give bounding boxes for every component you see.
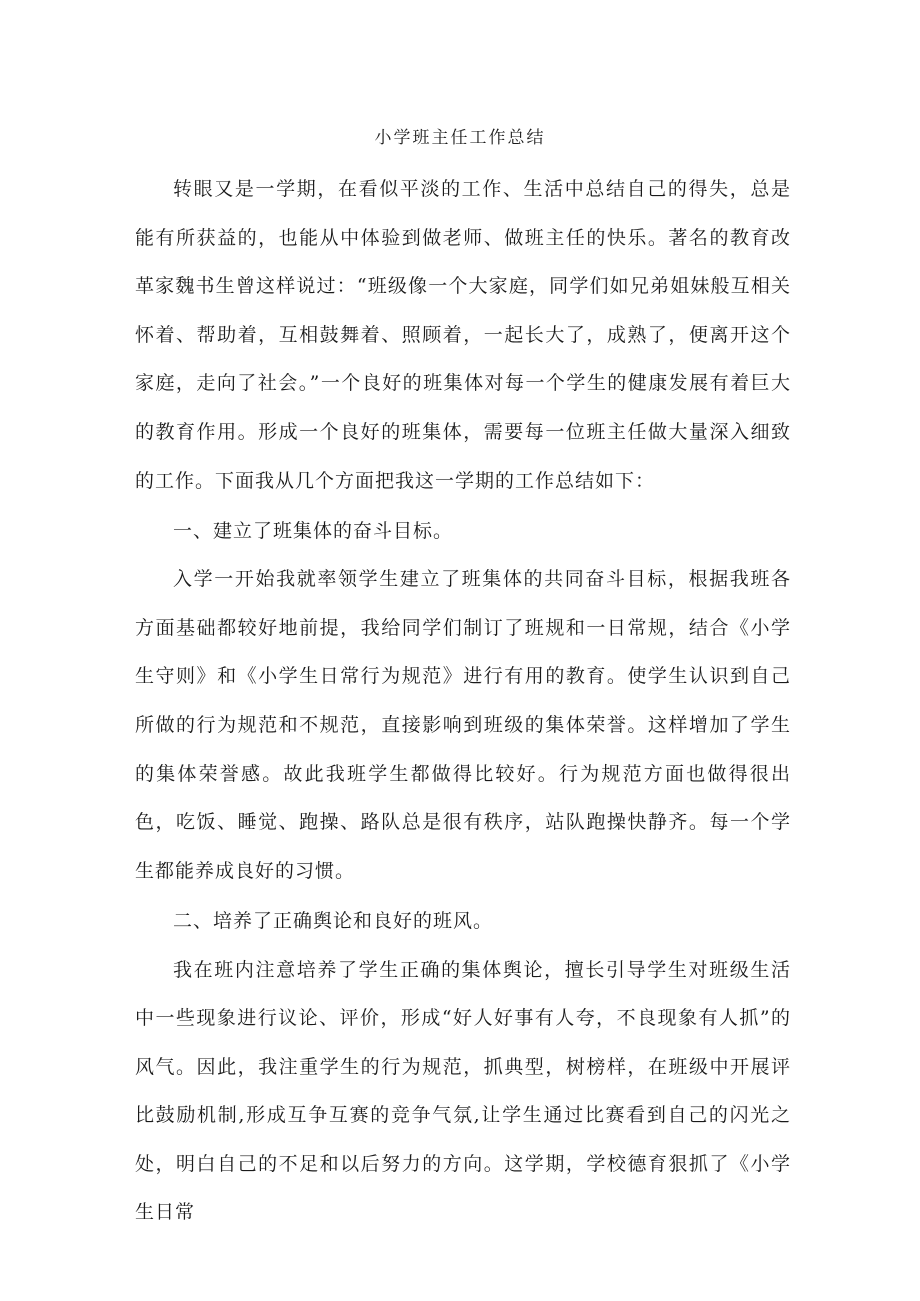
document-title: 小学班主任工作总结 — [374, 128, 546, 148]
section-heading-1: 一、建立了班集体的奋斗目标。 — [173, 519, 454, 542]
section-heading-2: 二、培养了正确舆论和良好的班风。 — [173, 909, 494, 932]
paragraph-section-2: 我在班内注意培养了学生正确的集体舆论，擅长引导学生对班级生活中一些现象进行议论、评价，形成“好人好事有人夸，不良现象有人抓”的风气。因此，我注重学生的行为规范，抓典型，树榜样，在班级中开展评比鼓励机制,形成互争互赛的竞争气氛,让学生通过比赛看到自己的闪光之处，明白自己的不足和以后努力的方向。这学期，学校德育狠抓了《小学生日常 — [135, 958, 791, 1224]
paragraph-intro: 转眼又是一学期，在看似平淡的工作、生活中总结自己的得失，总是能有所获益的，也能从中体验到做老师、做班主任的快乐。著名的教育改革家魏书生曾这样说过：“班级像一个大家庭，同学们如兄弟姐妹般互相关怀着、帮助着，互相鼓舞着、照顾着，一起长大了，成熟了，便离开这个家庭，走向了社会。”一个良好的班集体对每一个学生的健康发展有着巨大的教育作用。形成一个良好的班集体，需要每一位班主任做大量深入细致的工作。下面我从几个方面把我这一学期的工作总结如下： — [135, 178, 791, 492]
document-body — [135, 165, 791, 1237]
paragraph-section-1: 入学一开始我就率领学生建立了班集体的共同奋斗目标，根据我班各方面基础都较好地前提，我给同学们制订了班规和一日常规，结合《小学生守则》和《小学生日常行为规范》进行有用的教育。使学生认识到自己所做的行为规范和不规范，直接影响到班级的集体荣誉。这样增加了学生的集体荣誉感。故此我班学生都做得比较好。行为规范方面也做得很出色，吃饭、睡觉、跑操、路队总是很有秩序，站队跑操快静齐。每一个学生都能养成良好的习惯。 — [135, 568, 791, 882]
